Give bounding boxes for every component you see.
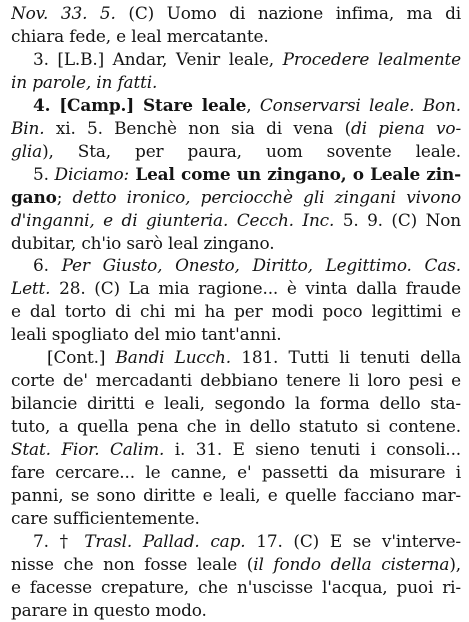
line-9 — [11, 186, 461, 209]
text: i. 31. E sieno tenuti i consoli... — [164, 439, 461, 460]
line-10 — [11, 209, 461, 232]
text: tuto, a quella pena che in dello statuto si contene. — [11, 416, 461, 437]
line-11 — [11, 232, 461, 255]
text: (C) Uomo di nazione infima, ma di — [115, 3, 461, 23]
text: parare in questo modo. — [11, 599, 207, 620]
line-16 — [11, 346, 461, 369]
line-26 — [11, 576, 461, 599]
line-15 — [11, 323, 461, 346]
source-citation: Bin. — [11, 117, 45, 138]
line-8 — [11, 163, 461, 186]
line-25 — [11, 553, 461, 576]
line-3 — [11, 48, 461, 71]
line-7 — [11, 140, 461, 163]
line-2 — [11, 25, 461, 48]
text: 5. 9. (C) Non — [334, 209, 461, 230]
text: ), — [449, 553, 461, 574]
gloss: il fondo della cisterna — [253, 553, 450, 574]
text: chiara fede, e leal mercatante. — [11, 25, 269, 46]
line-18 — [11, 392, 461, 415]
source-citation: Stat. Fior. Calim. — [11, 439, 165, 460]
line-27 — [11, 599, 461, 622]
text: 28. (C) La mia ragione... è vinta dalla fraude — [50, 278, 461, 299]
line-24 — [11, 530, 461, 553]
headword-phrase: gano — [11, 186, 57, 207]
text: , — [246, 94, 260, 115]
line-5 — [11, 94, 461, 117]
gloss: glia — [11, 140, 43, 161]
line-23 — [11, 507, 461, 530]
line-6 — [11, 117, 461, 140]
line-4 — [11, 71, 461, 94]
text: care sufficientemente. — [11, 507, 200, 528]
definition: detto ironico, perciocchè gli zingani vivono — [72, 186, 461, 207]
text: nisse che non fosse leale ( — [11, 553, 254, 574]
headword-phrase: 4. [Camp.] Stare leale — [33, 94, 247, 115]
text: leali spogliato del mio tant'anni. — [11, 324, 282, 345]
text: ), Sta, per paura, uom sovente leale. — [42, 140, 461, 161]
line-22 — [11, 484, 461, 507]
source-citation: Bandi Lucch. — [115, 347, 231, 368]
text: fare cercare... le canne, e' passetti da misurare i — [11, 462, 461, 483]
gloss: di piena vo- — [351, 117, 461, 138]
text: dubitar, ch'io sarò leal zingano. — [11, 232, 275, 253]
definition: Conservarsi leale. Bon. — [259, 94, 461, 115]
line-13 — [11, 277, 461, 300]
headword-phrase: Leal come un zingano, o Leale zin- — [129, 163, 461, 184]
sense-number: 6. — [33, 255, 62, 276]
line-12 — [11, 254, 461, 277]
text: e facesse crepature, che n'uscisse l'acqua, puoi ri- — [11, 576, 461, 597]
sense-number: 3. [L.B.] Andar, Venir leale, — [33, 48, 283, 69]
definition: d'inganni, e di giunteria. Cecch. Inc. — [11, 209, 335, 230]
source-citation: Lett. — [11, 278, 51, 299]
text: xi. 5. Benchè non sia di vena ( — [44, 117, 352, 138]
line-14 — [11, 300, 461, 323]
line-21 — [11, 461, 461, 484]
text: 181. Tutti li tenuti della — [231, 347, 461, 368]
text: bilancie diritti e leali, segondo la forma dello sta- — [11, 393, 461, 414]
definition: Procedere lealmente — [282, 48, 461, 69]
label: Diciamo: — [54, 163, 130, 184]
sense-number: 7. † — [33, 530, 85, 551]
sense-number: 5. — [33, 163, 55, 184]
line-17 — [11, 369, 461, 392]
line-19 — [11, 415, 461, 438]
text: [Cont.] — [47, 347, 116, 368]
definition: Per Giusto, Onesto, Diritto, Legittimo. Cas. — [61, 255, 461, 276]
text: corte de' mercadanti debbiano tenere li loro pesi e — [11, 370, 461, 391]
text: 17. (C) E se v'interve- — [245, 530, 461, 551]
source-citation: Nov. 33. 5. — [11, 3, 116, 23]
text: ; — [56, 186, 73, 207]
line-1 — [11, 2, 461, 25]
line-20 — [11, 438, 461, 461]
text: e dal torto di chi mi ha per modi poco legittimi e — [11, 301, 461, 322]
text: panni, se sono diritte e leali, e quelle facciano mar- — [11, 485, 461, 506]
definition: in parole, in fatti. — [11, 71, 158, 92]
source-citation: Trasl. Pallad. cap. — [84, 530, 246, 551]
